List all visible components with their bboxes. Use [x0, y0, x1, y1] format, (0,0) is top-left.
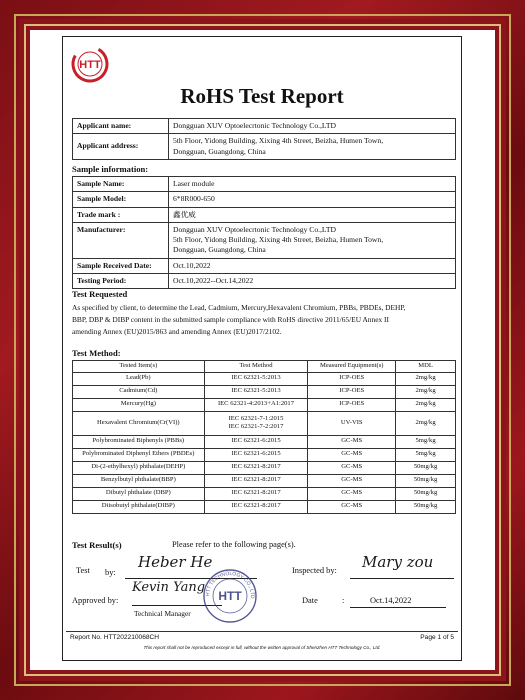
approved-signature: Kevin Yang [132, 580, 206, 595]
test-label: Test [76, 566, 90, 575]
inspected-signature-line [350, 578, 454, 579]
sample-model-label: Sample Model: [73, 192, 169, 207]
equipment-cell: GC-MS [308, 487, 396, 500]
manufacturer-row [73, 222, 456, 258]
col-tested-items: Tested Item(s) [73, 361, 205, 373]
page-number: Page 1 of 5 [420, 634, 454, 641]
trade-mark-row [73, 207, 456, 222]
equipment-cell: GC-MS [308, 500, 396, 513]
applicant-address-row [73, 134, 456, 160]
applicant-address-label: Applicant address: [73, 134, 169, 160]
received-date-row [73, 258, 456, 273]
test-method-cell [204, 487, 308, 500]
mdl-cell: 2mg/kg [396, 372, 456, 385]
col-equipment: Measured Equipment(s) [308, 361, 396, 373]
sample-model-value: 6*8R000-650 [169, 192, 456, 207]
test-method-cell [204, 474, 308, 487]
test-method-cell [204, 372, 308, 385]
date-colon: : [342, 596, 345, 605]
test-method-cell [204, 500, 308, 513]
mdl-cell: 5mg/kg [396, 448, 456, 461]
mdl-cell: 50mg/kg [396, 474, 456, 487]
sample-name-value: Laser module [169, 177, 456, 192]
applicant-address-line2: Dongguan, Guangdong, China [173, 146, 266, 156]
test-requested-line3: amending Annex (EU)2015/863 and amending Annex (EU)2017/2102. [72, 326, 282, 336]
testing-period-row [73, 273, 456, 288]
applicant-name-value: Dongguan XUV Optoelecrtonic Technology Co.,LTD [169, 119, 456, 134]
approved-label: Approved by: [72, 596, 119, 605]
test-method-line: IEC 62321-7-1:2015 [228, 414, 284, 422]
inspected-label: Inspected by: [292, 566, 337, 575]
test-method-row [73, 474, 456, 487]
footer-disclaimer: This report shall not be reproduced except in full, without the written approval of Shenzhen HTT Technology Co., Ltd. [143, 645, 381, 650]
mdl-cell: 50mg/kg [396, 500, 456, 513]
test-method-row [73, 385, 456, 398]
test-requested-line1: As specified by client, to determine the Lead, Cadmium, Mercury,Hexavalent Chromium, PBBs, PBDEs, DEHP, [72, 303, 406, 312]
testing-period-label: Testing Period: [73, 273, 169, 288]
equipment-cell: GC-MS [308, 435, 396, 448]
manufacturer-address-line2: Dongguan, Guangdong, China [173, 245, 266, 255]
mdl-cell: 2mg/kg [396, 385, 456, 398]
test-method-row [73, 435, 456, 448]
test-method-row [73, 411, 456, 435]
test-method-line: IEC 62321-6:2015 [231, 437, 281, 445]
approver-title: Technical Manager [134, 609, 191, 618]
sample-model-row [73, 192, 456, 207]
manufacturer-address-line1: 5th Floor, Yidong Building, Xixing 4th Street, Beizha, Humen Town, [173, 235, 384, 244]
footer-divider [66, 631, 458, 632]
test-method-line: IEC 62321-8:2017 [231, 502, 281, 510]
tested-item-cell: Mercury(Hg) [73, 398, 205, 411]
test-method-line: IEC 62321-5:2013 [231, 374, 281, 382]
test-method-table [72, 360, 456, 514]
equipment-cell: GC-MS [308, 474, 396, 487]
test-method-cell [204, 411, 308, 435]
test-method-line: IEC 62321-8:2017 [231, 476, 281, 484]
applicant-address-cell [169, 134, 456, 160]
sample-info-table [72, 176, 456, 289]
test-method-body [73, 372, 456, 513]
test-method-line: IEC 62321-8:2017 [231, 463, 281, 471]
mdl-cell: 5mg/kg [396, 435, 456, 448]
tested-item-cell: Di-(2-ethylhexyl) phthalate(DEHP) [73, 461, 205, 474]
test-method-cell [204, 435, 308, 448]
test-method-line: IEC 62321-4:2013+A1:2017 [217, 400, 295, 408]
report-title: RoHS Test Report [180, 84, 344, 108]
htt-logo [70, 44, 110, 84]
test-method-row [73, 398, 456, 411]
tested-item-cell: Benzylbutyl phthalate(BBP) [73, 474, 205, 487]
sample-info-heading: Sample information: [72, 164, 149, 174]
test-method-cell [204, 448, 308, 461]
test-method-cell [204, 385, 308, 398]
equipment-cell: GC-MS [308, 448, 396, 461]
applicant-address-line1: 5th Floor, Yidong Building, Xixing 4th Street, Beizha, Humen Town, [173, 136, 384, 146]
test-requested-text [72, 302, 456, 338]
test-by-label: by: [105, 568, 116, 577]
test-method-row [73, 372, 456, 385]
mdl-cell: 50mg/kg [396, 487, 456, 500]
footer [70, 634, 454, 641]
applicant-name-label: Applicant name: [73, 119, 169, 134]
tested-item-cell: Dibutyl phthalate (DBP) [73, 487, 205, 500]
test-method-heading: Test Method: [72, 348, 121, 358]
test-signature: Heber He [138, 553, 213, 571]
test-method-line: IEC 62321-5:2013 [231, 387, 281, 395]
equipment-cell: UV-VIS [308, 411, 396, 435]
inspected-signature: Mary zou [362, 553, 434, 571]
test-result-heading: Test Result(s) [72, 540, 122, 550]
test-method-cell [204, 398, 308, 411]
test-result-text: Please refer to the following page(s). [172, 540, 296, 549]
trade-mark-value: 鑫优威 [169, 207, 456, 222]
equipment-cell: ICP-OES [308, 372, 396, 385]
test-method-row [73, 487, 456, 500]
equipment-cell: ICP-OES [308, 385, 396, 398]
equipment-cell: ICP-OES [308, 398, 396, 411]
col-mdl: MDL [396, 361, 456, 373]
tested-item-cell: Polybrominated Diphenyl Ethers (PBDEs) [73, 448, 205, 461]
tested-item-cell: Lead(Pb) [73, 372, 205, 385]
col-test-method: Test Method [204, 361, 308, 373]
manufacturer-cell [169, 222, 456, 258]
stamp-center-text: HTT [218, 589, 242, 603]
test-method-line: IEC 62321-8:2017 [231, 489, 281, 497]
test-requested-heading: Test Requested [72, 289, 128, 299]
test-method-header-row [73, 361, 456, 373]
test-method-line-2: IEC 62321-7-2:2017 [228, 423, 284, 431]
date-line [350, 607, 446, 608]
date-label: Date [302, 596, 318, 605]
testing-period-value: Oct.10,2022--Oct.14,2022 [169, 273, 456, 288]
mdl-cell: 50mg/kg [396, 461, 456, 474]
mdl-cell: 2mg/kg [396, 398, 456, 411]
report-number: Report No. HTT202210068CH [70, 634, 160, 641]
sample-name-label: Sample Name: [73, 177, 169, 192]
tested-item-cell: Cadmium(Cd) [73, 385, 205, 398]
applicant-table [72, 118, 456, 160]
logo-text: HTT [79, 59, 101, 71]
received-date-value: Oct.10,2022 [169, 258, 456, 273]
tested-item-cell: Diisobutyl phthalate(DIBP) [73, 500, 205, 513]
tested-item-cell: Polybrominated Biphenyls (PBBs) [73, 435, 205, 448]
sample-name-row [73, 177, 456, 192]
applicant-name-row [73, 119, 456, 134]
date-value: Oct.14,2022 [370, 596, 412, 605]
test-requested-line2: BBP, DBP & DIBP content in the submitted sample compliance with RoHS directive 2011/65/EU Annex II [72, 314, 389, 324]
manufacturer-name: Dongguan XUV Optoelecrtonic Technology Co.,LTD [173, 224, 336, 234]
tested-item-cell: Hexavalent Chromium(Cr(VI)) [73, 411, 205, 435]
received-date-label: Sample Received Date: [73, 258, 169, 273]
company-seal-stamp [202, 568, 258, 624]
equipment-cell: GC-MS [308, 461, 396, 474]
test-method-row [73, 500, 456, 513]
test-method-row [73, 461, 456, 474]
test-method-row [73, 448, 456, 461]
mdl-cell: 2mg/kg [396, 411, 456, 435]
test-method-line: IEC 62321-6:2015 [231, 450, 281, 458]
test-method-cell [204, 461, 308, 474]
manufacturer-label: Manufacturer: [73, 222, 169, 258]
trade-mark-label: Trade mark : [73, 207, 169, 222]
stamp-ring-text: HTT TECHNOLOGY CO., LTD [204, 570, 256, 599]
